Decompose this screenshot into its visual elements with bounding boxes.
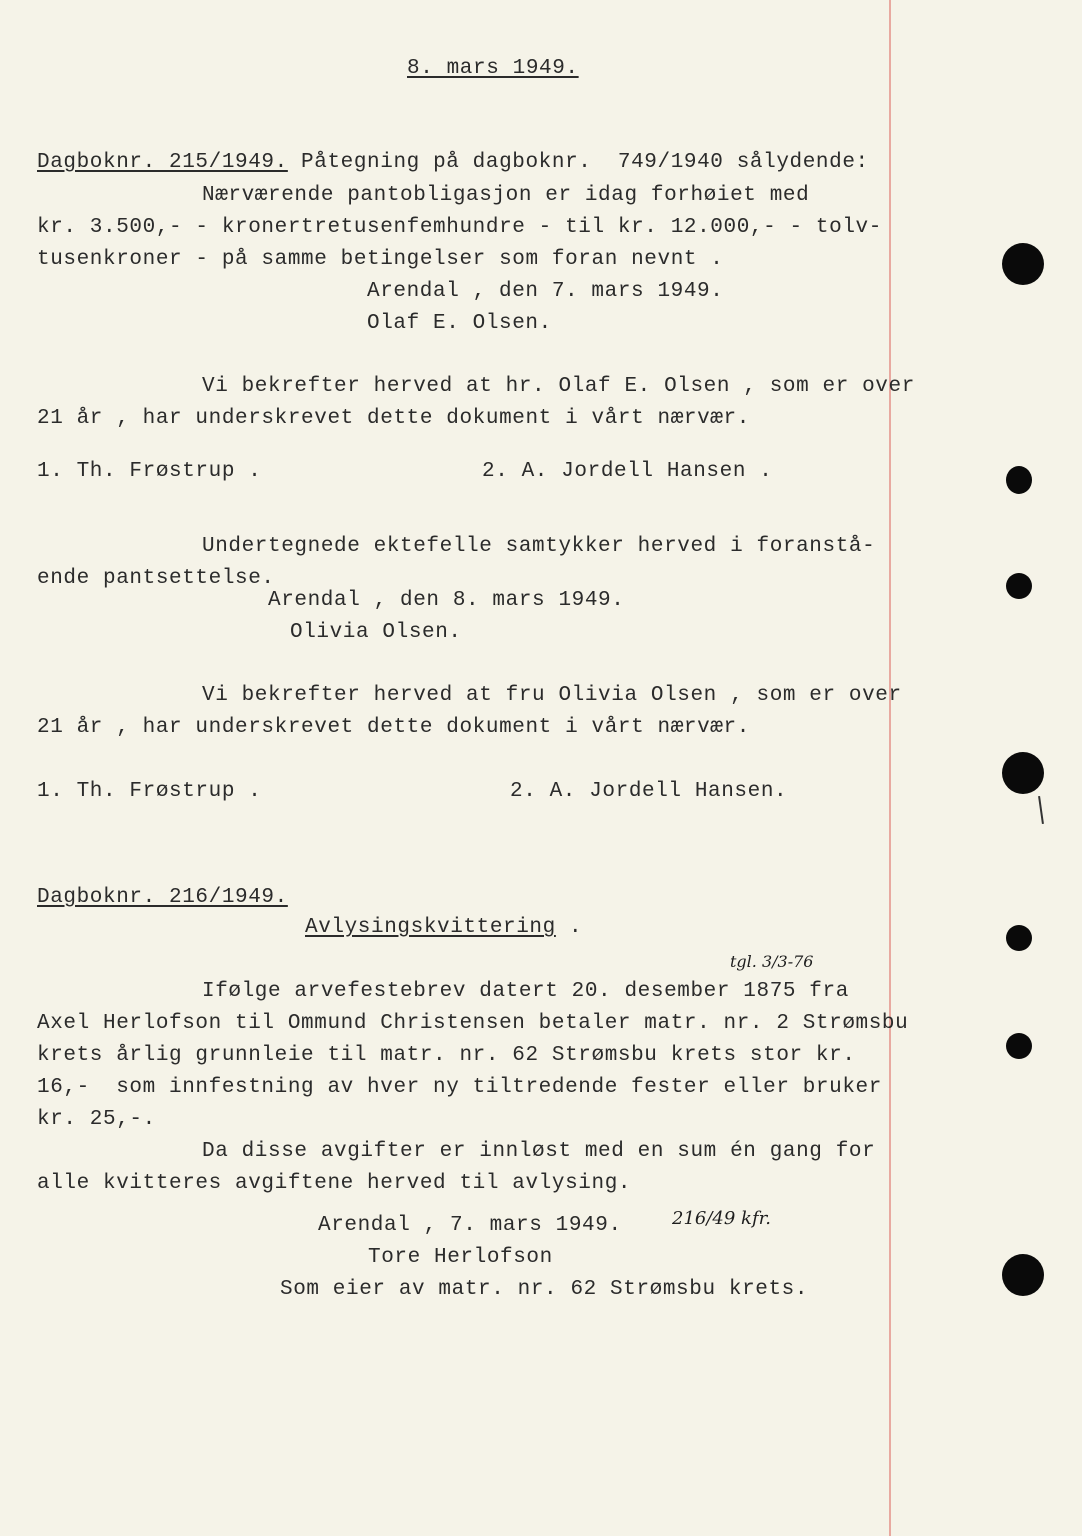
punch-hole	[1006, 1033, 1032, 1059]
entry1-place-date: Arendal , den 7. mars 1949.	[367, 280, 724, 303]
entry1-line: Vi bekrefter herved at hr. Olaf E. Olsen , som er over	[202, 375, 915, 398]
entry2-title-tail: .	[555, 916, 583, 939]
entry1-signature: Olaf E. Olsen.	[367, 312, 552, 335]
punch-hole	[1002, 243, 1044, 285]
entry1-signature: Olivia Olsen.	[290, 621, 462, 644]
witness-1: 1. Th. Frøstrup .	[37, 780, 262, 803]
entry2-title: Avlysingskvittering	[305, 916, 556, 939]
entry1-heading: Dagboknr. 215/1949.	[37, 151, 288, 174]
entry1-place-date: Arendal , den 8. mars 1949.	[268, 589, 625, 612]
date-header: 8. mars 1949.	[407, 57, 579, 80]
margin-rule	[889, 0, 891, 1536]
margin-pencil-mark	[1038, 796, 1044, 824]
entry1-line: ende pantsettelse.	[37, 567, 275, 590]
witness-1: 1. Th. Frøstrup .	[37, 460, 262, 483]
entry2-line: Ifølge arvefestebrev datert 20. desember 1875 fra	[202, 980, 849, 1003]
entry2-heading: Dagboknr. 216/1949.	[37, 886, 288, 909]
punch-hole	[1002, 1254, 1044, 1296]
entry2-line: kr. 25,-.	[37, 1108, 156, 1131]
entry1-line: tusenkroner - på samme betingelser som foran nevnt .	[37, 248, 724, 271]
entry2-signature: Tore Herlofson	[368, 1246, 553, 1269]
punch-hole	[1006, 925, 1032, 951]
entry1-line: kr. 3.500,- - kronertretusenfemhundre - til kr. 12.000,- - tolv-	[37, 216, 882, 239]
entry2-line: alle kvitteres avgiftene herved til avlysing.	[37, 1172, 632, 1195]
handwritten-note-bottom: 216/49 kfr.	[672, 1208, 771, 1229]
entry2-line: Axel Herlofson til Ommund Christensen betaler matr. nr. 2 Strømsbu	[37, 1012, 909, 1035]
entry2-signature-role: Som eier av matr. nr. 62 Strømsbu krets.	[280, 1278, 809, 1301]
punch-hole	[1002, 752, 1044, 794]
entry2-title-row	[305, 915, 582, 941]
handwritten-note-top: tgl. 3/3-76	[730, 952, 814, 971]
entry2-place-date: Arendal , 7. mars 1949.	[318, 1214, 622, 1237]
entry1-line: 21 år , har underskrevet dette dokument i vårt nærvær.	[37, 407, 750, 430]
witness-2: 2. A. Jordell Hansen.	[510, 780, 788, 803]
entry1-heading-rest: Påtegning på dagboknr. 749/1940 sålydende:	[287, 151, 869, 174]
entry2-line: krets årlig grunnleie til matr. nr. 62 Strømsbu krets stor kr.	[37, 1044, 856, 1067]
entry1-line: Undertegnede ektefelle samtykker herved i foranstå-	[202, 535, 876, 558]
punch-hole	[1006, 466, 1032, 494]
entry2-line: 16,- som innfestning av hver ny tiltredende fester eller bruker	[37, 1076, 882, 1099]
entry1-heading-row	[37, 150, 869, 176]
entry1-line: Nærværende pantobligasjon er idag forhøiet med	[202, 184, 810, 207]
punch-hole	[1006, 573, 1032, 599]
entry1-line: Vi bekrefter herved at fru Olivia Olsen , som er over	[202, 684, 902, 707]
entry2-line: Da disse avgifter er innløst med en sum én gang for	[202, 1140, 876, 1163]
entry1-line: 21 år , har underskrevet dette dokument i vårt nærvær.	[37, 716, 750, 739]
witness-2: 2. A. Jordell Hansen .	[482, 460, 773, 483]
